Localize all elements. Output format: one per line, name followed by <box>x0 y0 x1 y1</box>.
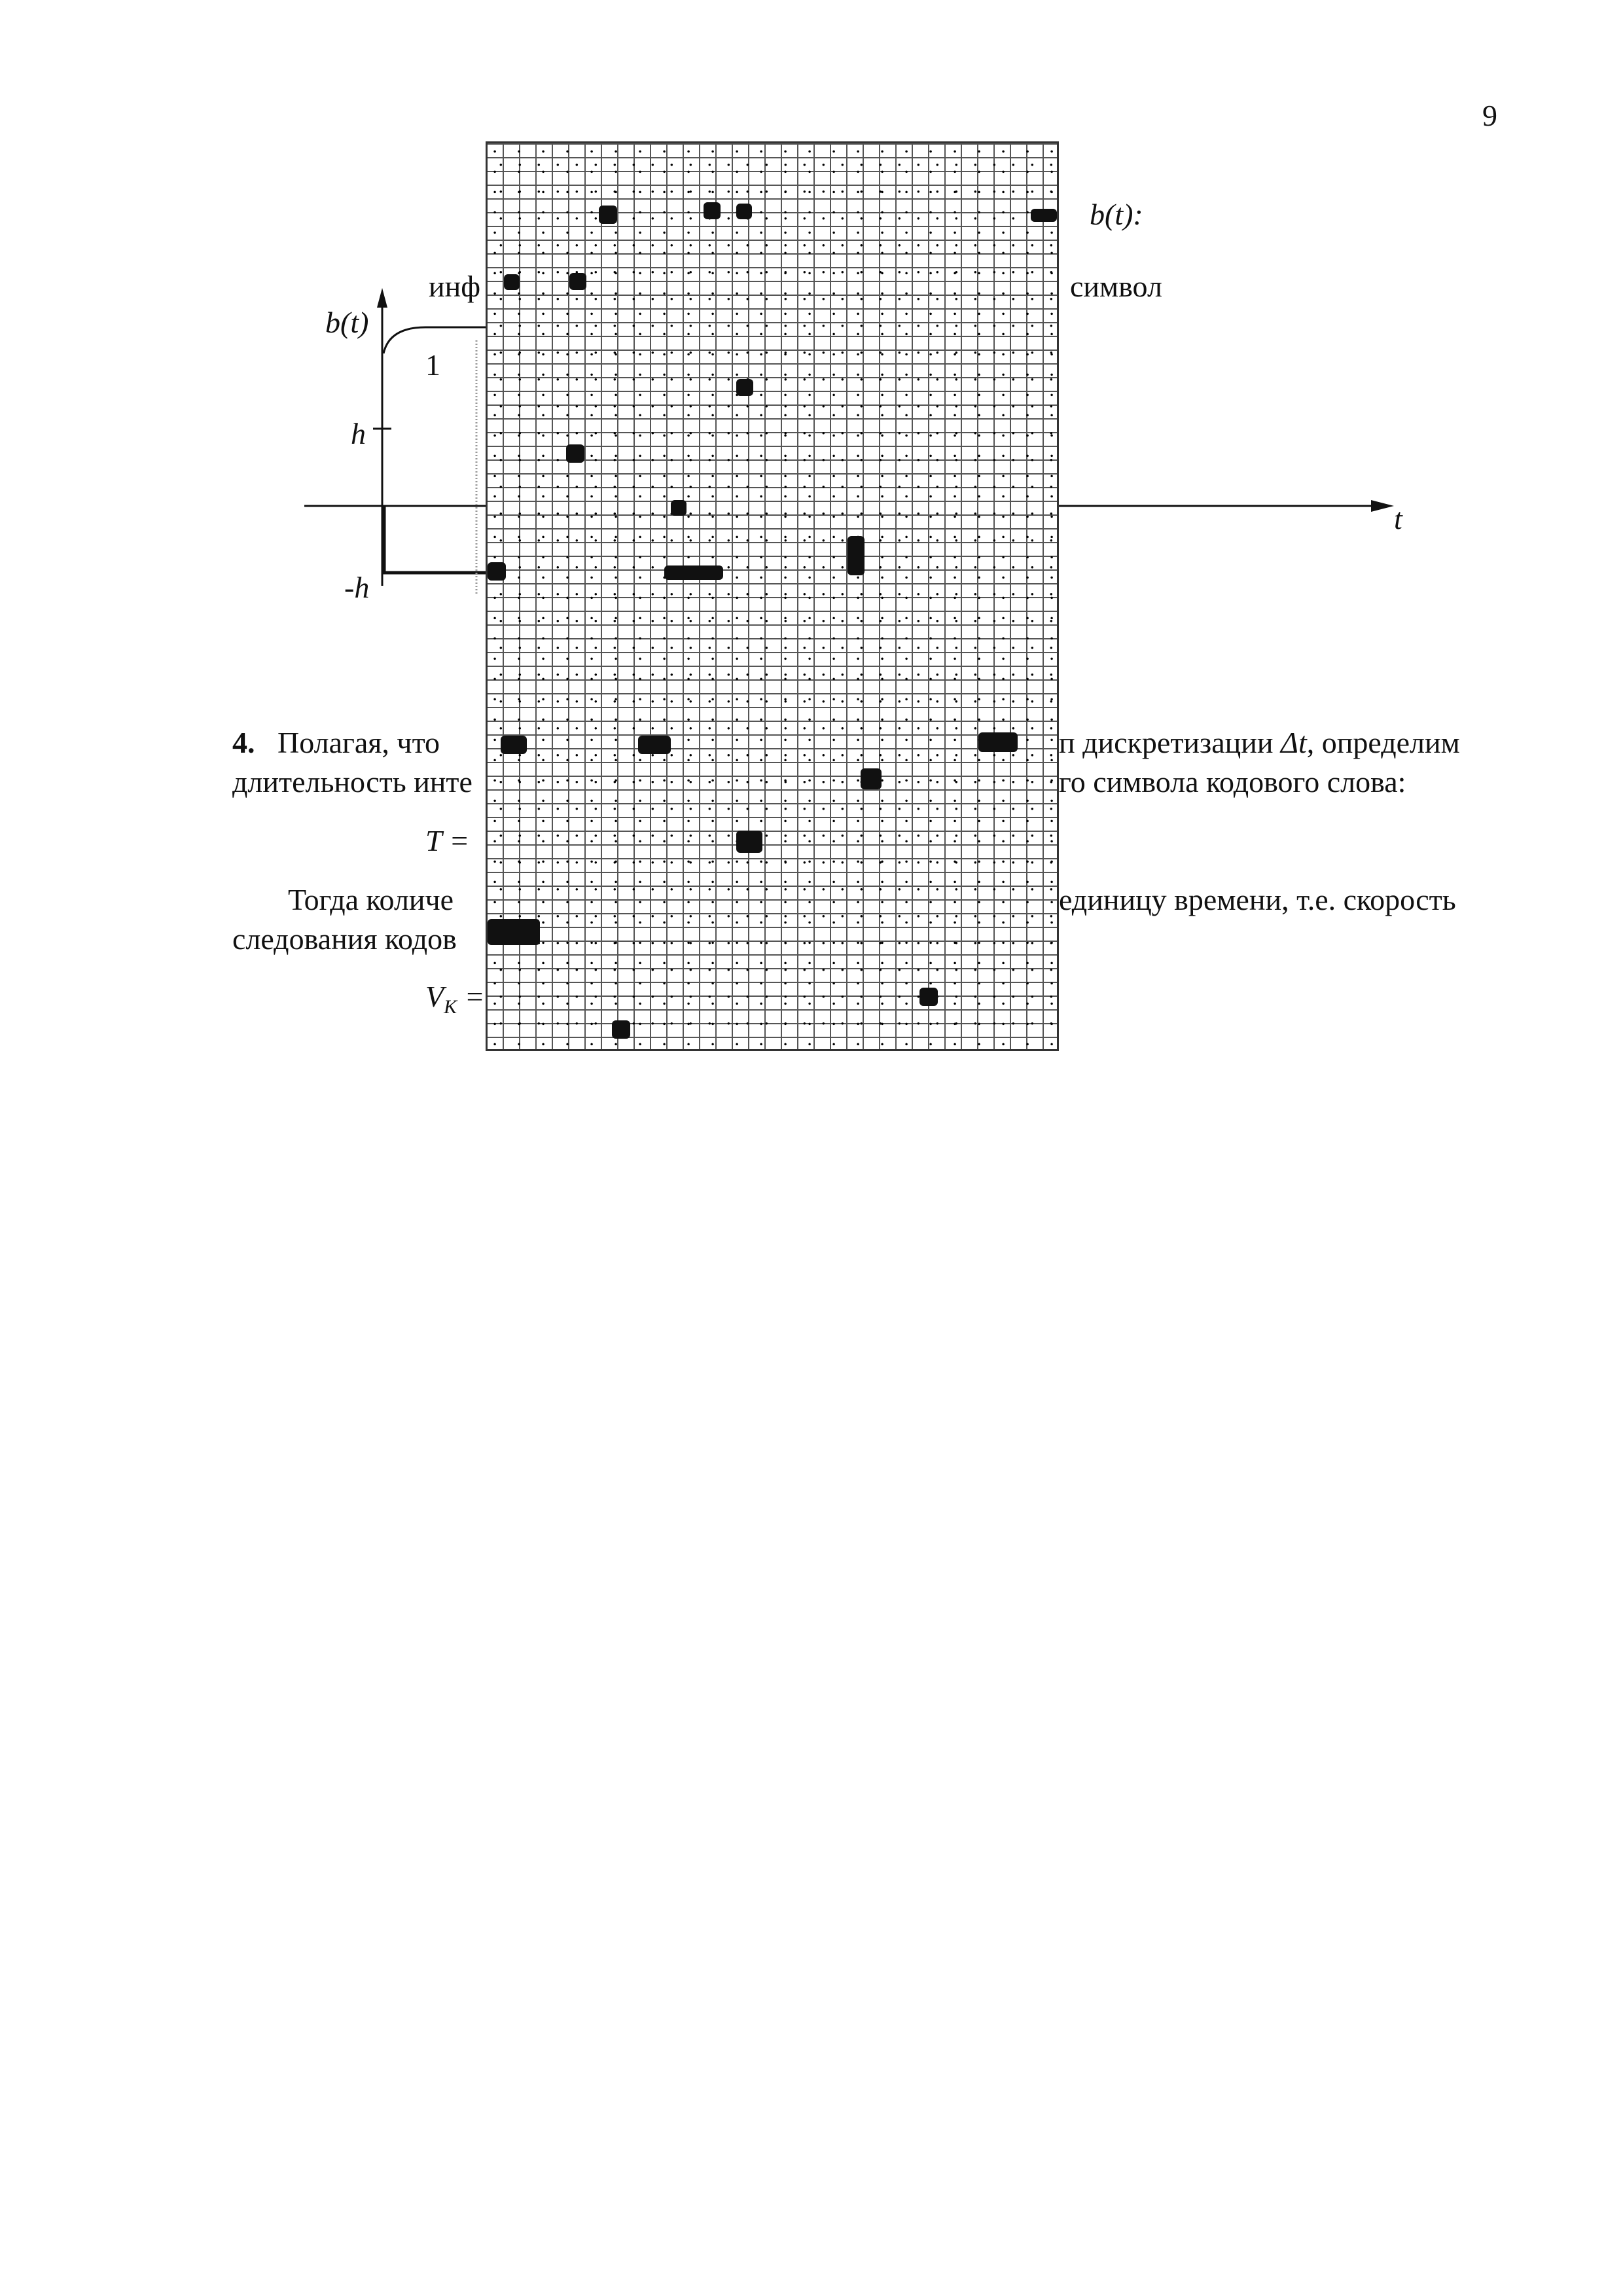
level-low-label: -h <box>344 571 370 604</box>
formula-V <box>425 982 485 1017</box>
formula-V-eq: = <box>457 980 485 1013</box>
y-axis-arrow <box>377 288 387 308</box>
section4-line1-left-text: Полагая, что <box>277 726 440 759</box>
section4-line1-right-text: п дискретизации <box>1059 726 1281 759</box>
section4-line2-right: го символа кодового слова: <box>1059 765 1406 798</box>
x-axis-label: t <box>1394 502 1402 535</box>
formula-V-subscript: K <box>444 996 457 1018</box>
y-axis-label: b(t) <box>325 306 369 339</box>
redaction-mosaic <box>486 141 1059 1051</box>
page-number: 9 <box>1482 99 1497 132</box>
figure-caption-tail: b(t): <box>1090 198 1143 231</box>
x-axis-arrow <box>1371 500 1394 512</box>
section-number: 4. <box>232 726 255 759</box>
paragraph2-line1-right: единицу времени, т.е. скорость <box>1059 883 1456 916</box>
paragraph2-line1-left: Тогда количе <box>288 883 454 916</box>
figure-label-left: инф <box>429 270 481 303</box>
figure-label-right: символ <box>1070 270 1162 303</box>
level-high-label: h <box>351 417 366 450</box>
formula-V-symbol: V <box>425 980 444 1013</box>
paragraph2-line2-left: следования кодов <box>232 922 457 956</box>
marker-one-label: 1 <box>425 348 440 382</box>
delta-t: Δt <box>1280 726 1307 759</box>
section4-line1-end: , определим <box>1306 726 1460 759</box>
section4-line1-left <box>232 728 440 758</box>
formula-T: T = <box>425 824 470 857</box>
section4-line1-right <box>1059 728 1460 758</box>
section4-line2-left: длительность инте <box>232 765 473 798</box>
